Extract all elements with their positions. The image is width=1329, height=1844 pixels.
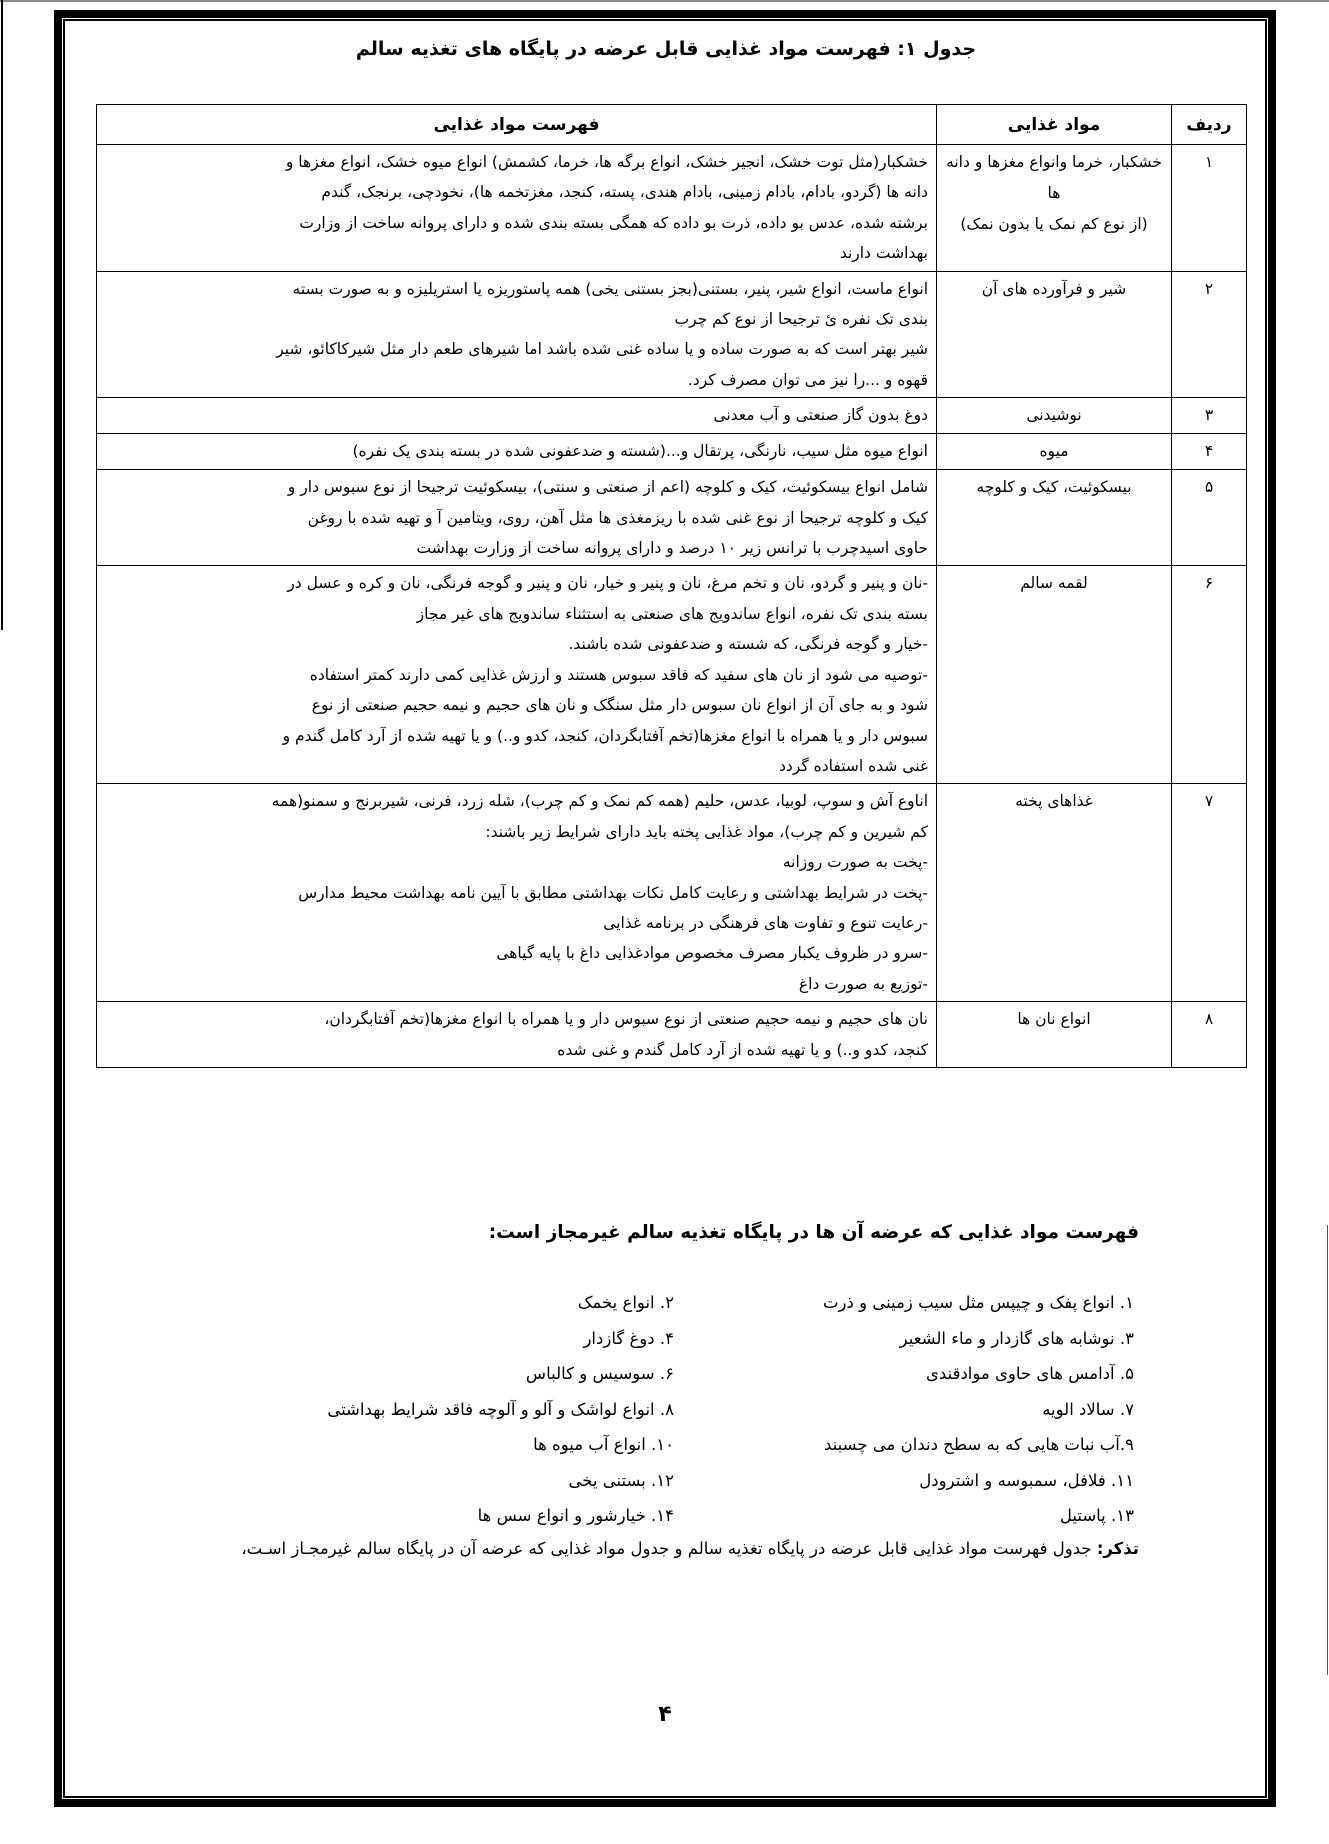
- food-list-line: غنی شده استفاده گردد: [778, 756, 928, 775]
- prohibited-item: ۷. سالاد الویه: [1042, 1399, 1134, 1419]
- row-number: ۱: [1172, 145, 1247, 272]
- table-title: جدول ۱: فهرست مواد غذایی قابل عرضه در پایگاه های تغذیه سالم: [355, 38, 977, 60]
- food-list-line: کیک و کلوچه ترجیحا از نوع غنی شده با ریزمغذی ها مثل آهن، روی، ویتامین آ و تهیه شده با روغن: [307, 508, 928, 527]
- prohibited-item: ۱۳. پاستیل: [1059, 1506, 1134, 1525]
- food-group-line: نوشیدنی: [1026, 406, 1082, 425]
- food-group: [937, 434, 1172, 470]
- page-right-edge: [1327, 1225, 1328, 1675]
- prohibited-item: ۴. دوغ گازدار: [583, 1328, 674, 1348]
- prohibited-item: ۳. نوشابه های گازدار و ماء الشعیر: [899, 1328, 1134, 1348]
- food-list-line: سبوس دار و یا همراه با انواع مغزها(تخم آفتابگردان، کنجد، کدو و..) و یا تهیه شده از آرد کامل گندم و: [282, 726, 928, 745]
- food-group: [937, 271, 1172, 398]
- row-number: ۶: [1172, 566, 1247, 784]
- table-header-row: [97, 105, 1247, 145]
- row-number: ۳: [1172, 398, 1247, 434]
- note-text: جدول فهرست مواد غذایی قابل عرضه در پایگاه تغذیه سالم و جدول مواد غذایی که عرضه آن در پایگاه سالم غیرمجـاز اسـت،: [241, 1539, 1097, 1558]
- food-list-line: -توزیع به صورت داغ: [798, 974, 928, 993]
- food-list: [97, 271, 937, 398]
- table-row: [97, 1002, 1247, 1068]
- row-number: ۸: [1172, 1002, 1247, 1068]
- food-list-line: -پخت به صورت روزانه: [782, 853, 928, 872]
- food-list-line: شامل انواع بیسکوئیت، کیک و کلوچه (اعم از صنعتی و سنتی)، بیسکوئیت ترجیحا از نوع سبوس دار و: [287, 478, 928, 497]
- food-list: [97, 1002, 937, 1068]
- prohibited-item: ۸. انواع لواشک و آلو و آلوچه فاقد شرایط بهداشتی: [327, 1399, 674, 1419]
- prohibited-item: ۱. انواع پفک و چیپس مثل سیب زمینی و ذرت: [823, 1293, 1134, 1312]
- prohibited-title: فهرست مواد غذایی که عرضه آن ها در پایگاه تغذیه سالم غیرمجاز است:: [488, 1222, 1139, 1243]
- food-list-line: -نان و پنیر و گردو، نان و تخم مرغ، نان و پنیر و خیار، نان و پنیر و گوجه فرنگی، نان و کره و عسل در: [287, 574, 928, 593]
- page-top-edge: [0, 0, 1329, 2]
- food-list-line: دوغ بدون گاز صنعتی و آب معدنی: [713, 406, 928, 425]
- prohibited-item: ۱۱. فلافل، سمبوسه و اشترودل: [919, 1470, 1134, 1490]
- food-group: [937, 1002, 1172, 1068]
- food-list-line: دانه ها (گردو، بادام، بادام زمینی، بادام هندی، پسته، کنجد، مغزتخمه ها)، نخودچی، برنجک، گندم: [321, 183, 928, 202]
- header-row-no: ردیف: [1172, 105, 1247, 145]
- food-group-line: لقمه سالم: [1020, 574, 1088, 593]
- food-list-line: بهداشت دارند: [839, 244, 928, 263]
- food-list-line: خشکبار(مثل توت خشک، انجیر خشک، انواع برگه ها، خرما، کشمش) انواع میوه خشک، انواع مغزها و: [285, 153, 928, 171]
- page-number: ۴: [658, 1702, 672, 1727]
- food-group: [937, 145, 1172, 272]
- food-list-line: بندی تک نفره ئ ترجیحا از نوع کم چرب: [674, 310, 928, 329]
- prohibited-list: [270, 1285, 1134, 1534]
- food-list-line: -خیار و گوجه فرنگی، که شسته و ضدعفونی شده باشند.: [568, 635, 928, 654]
- header-food-group: مواد غذایی: [937, 105, 1172, 145]
- food-list: [97, 784, 937, 1002]
- row-number: ۲: [1172, 271, 1247, 398]
- table-row: [97, 145, 1247, 272]
- food-list-line: انواع میوه مثل سیب، نارنگی، پرتقال و...(شسته و ضدعفونی شده در بسته بندی یک نفره): [352, 442, 928, 461]
- prohibited-item: ۱۴. خیارشور و انواع سس ها: [477, 1506, 674, 1525]
- prohibited-item: ۶. سوسیس و کالباس: [525, 1364, 674, 1383]
- prohibited-item: ۲. انواع یخمک: [577, 1293, 674, 1312]
- table-body: [97, 145, 1247, 1068]
- food-table: [96, 104, 1247, 1068]
- food-list-line: حاوی اسیدچرب با ترانس زیر ۱۰ درصد و دارای پروانه ساخت از وزارت بهداشت: [416, 539, 928, 558]
- food-group-line: میوه: [1039, 442, 1069, 461]
- table-row: [97, 271, 1247, 398]
- food-list-line: برشته شده، عدس بو داده، ذرت بو داده که همگی بسته بندی شده و دارای پروانه ساخت از وزارت: [299, 213, 928, 232]
- food-group-line: (از نوع کم نمک یا بدون نمک): [960, 215, 1148, 233]
- food-list-line: شود و به جای آن از انواع نان سبوس دار مثل سنگک و نان های حجیم و نیمه حجیم صنعتی از نوع: [311, 696, 928, 715]
- food-list: [97, 145, 937, 272]
- row-number: ۵: [1172, 470, 1247, 566]
- food-list: [97, 398, 937, 434]
- food-list-line: -رعایت تنوع و تفاوت های فرهنگی در برنامه غذایی: [603, 913, 928, 932]
- table-row: [97, 470, 1247, 566]
- table-row: [97, 434, 1247, 470]
- food-list-line: کنجد، کدو و..) و یا تهیه شده از آرد کامل گندم و غنی شده: [557, 1040, 928, 1059]
- prohibited-item: ۱۲. بستنی یخی: [568, 1470, 674, 1490]
- food-list-line: -سرو در ظروف یکبار مصرف مخصوص موادغذایی داغ با پایه گیاهی: [496, 944, 928, 963]
- note-label: تذکر:: [1096, 1539, 1139, 1558]
- food-list-line: نان های حجیم و نیمه حجیم صنعتی از نوع سبوس دار و یا همراه با انواع مغزها(تخم آفتابگردان،: [324, 1010, 928, 1029]
- food-list: [97, 566, 937, 784]
- row-number: ۷: [1172, 784, 1247, 1002]
- food-group: [937, 398, 1172, 434]
- food-group: [937, 470, 1172, 566]
- food-list: [97, 434, 937, 470]
- row-number: ۴: [1172, 434, 1247, 470]
- food-group-line: بیسکوئیت، کیک و کلوچه: [976, 478, 1132, 497]
- food-group: [937, 784, 1172, 1002]
- table-row: [97, 566, 1247, 784]
- food-list-line: -پخت در شرایط بهداشتی و رعایت کامل نکات بهداشتی مطابق با آیین نامه بهداشت محیط مدارس: [298, 883, 928, 902]
- food-group-line: غذاهای پخته: [1015, 792, 1093, 811]
- note: [96, 1539, 1139, 1558]
- food-list-line: انواع ماست، انواع شیر، پنیر، بستنی(بجز بستنی یخی) همه پاستوریزه یا استریلیزه و به صورت بسته: [292, 279, 928, 298]
- food-group-line: شیر و فرآورده های آن: [981, 279, 1127, 298]
- header-food-list: فهرست مواد غذایی: [97, 105, 937, 145]
- food-group-line: انواع نان ها: [1017, 1010, 1091, 1029]
- food-list-line: بسته بندی تک نفره، انواع ساندویج های صنعتی به استثناء ساندویج های غیر مجاز: [416, 604, 928, 623]
- prohibited-item: ۱۰. انواع آب میوه ها: [533, 1435, 674, 1454]
- prohibited-item: ۹.آب نبات هایی که به سطح دندان می چسبند: [824, 1435, 1134, 1454]
- food-list: [97, 470, 937, 566]
- food-list-line: قهوه و ...را نیز می توان مصرف کرد.: [687, 370, 928, 389]
- prohibited-item: ۵. آدامس های حاوی موادقندی: [926, 1364, 1134, 1383]
- food-list-line: کم شیرین و کم چرب)، مواد غذایی پخته باید دارای شرایط زیر باشند:: [485, 822, 928, 841]
- food-list-line: -توصیه می شود از نان های سفید که فاقد سبوس هستند و ارزش غذایی کمی دارند کمتر استفاده: [309, 665, 928, 684]
- page-left-edge: [1, 0, 3, 630]
- food-group: [937, 566, 1172, 784]
- food-list-line: شیر بهتر است که به صورت ساده و یا ساده غنی شده باشد اما شیرهای طعم دار مثل شیرکاکائو، شیر: [276, 340, 928, 359]
- food-list-line: اناوع آش و سوپ، لوبیا، عدس، حلیم (همه کم نمک و کم چرب)، شله زرد، فرنی، شیربرنج و سمنو(همه: [271, 792, 928, 811]
- table-row: [97, 784, 1247, 1002]
- table-row: [97, 398, 1247, 434]
- food-group-line: خشکبار، خرما وانواع مغزها و دانه ها: [946, 153, 1162, 202]
